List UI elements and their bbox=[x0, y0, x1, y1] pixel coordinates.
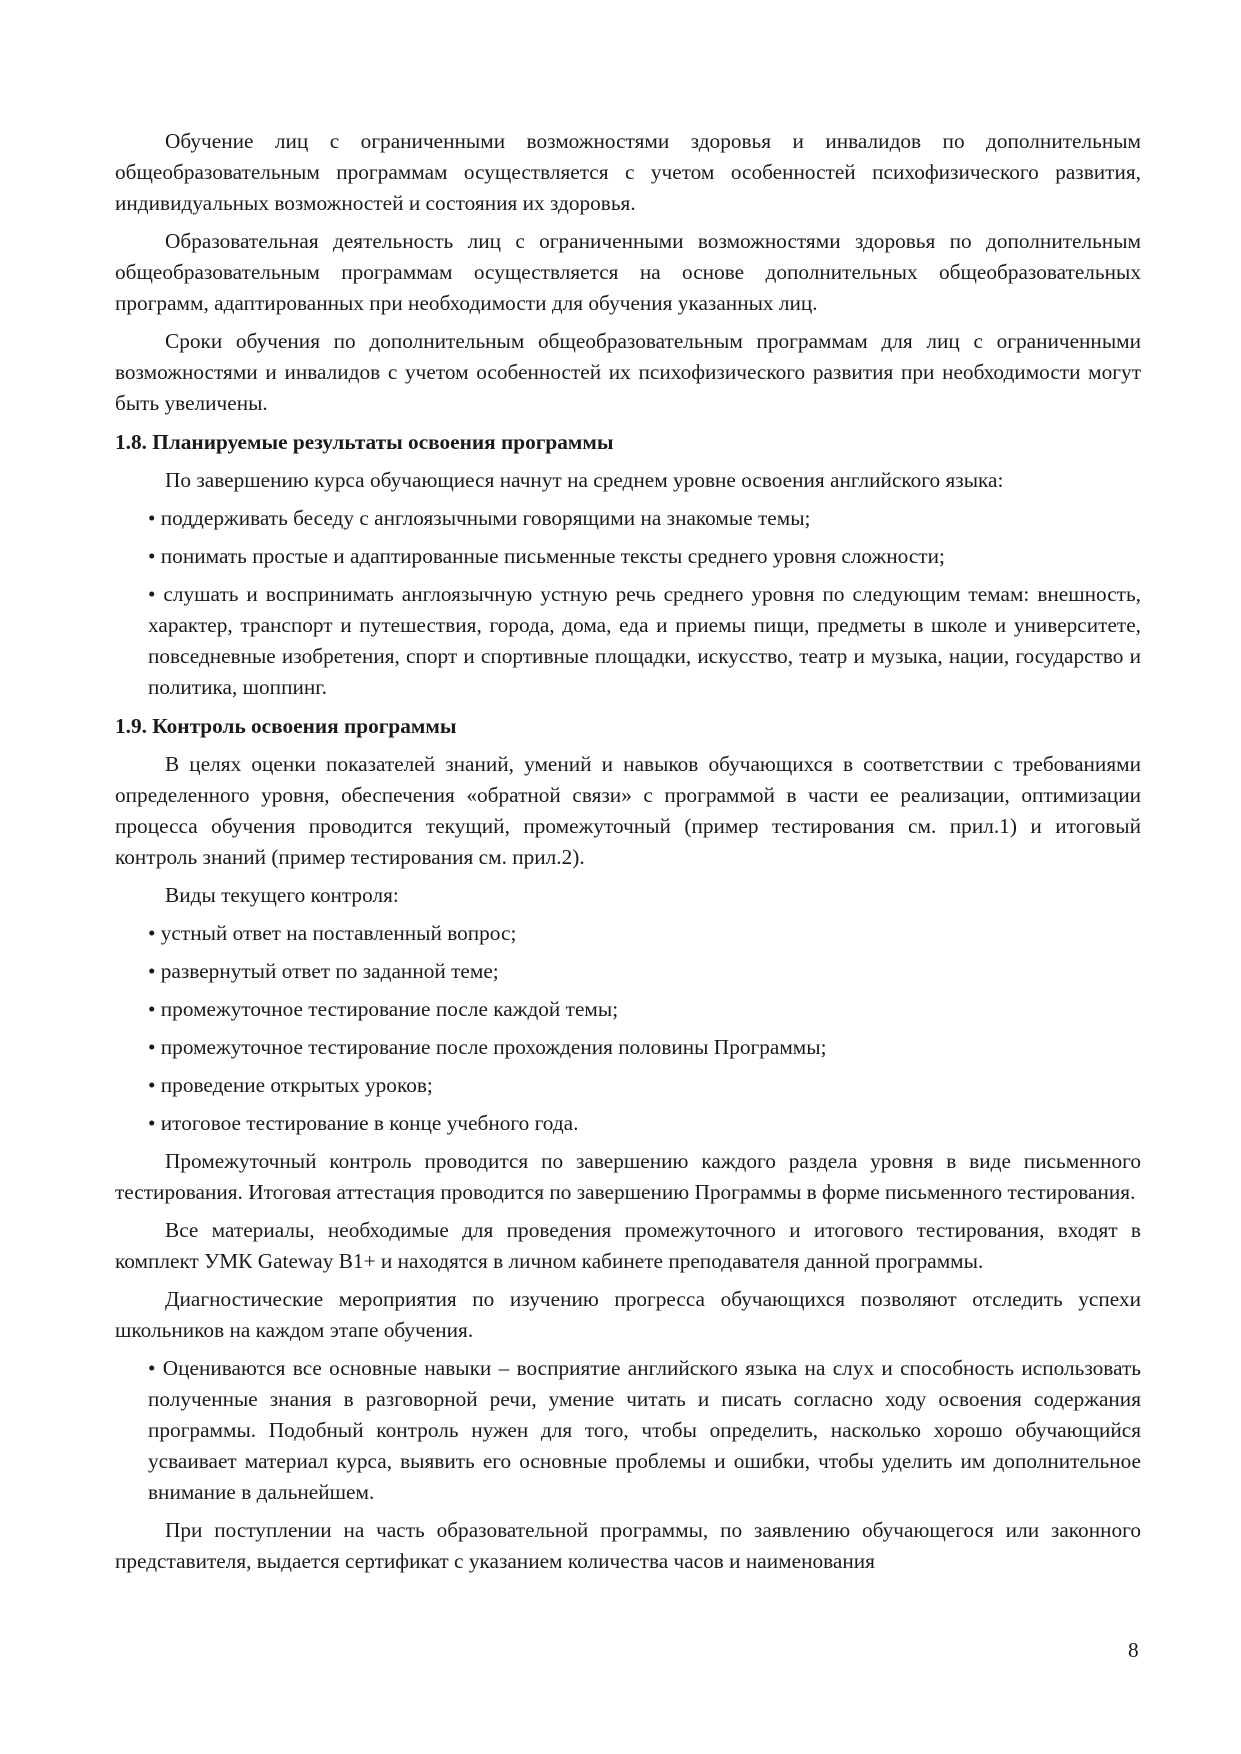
section-heading-planned-results: 1.8. Планируемые результаты освоения программы bbox=[115, 430, 614, 454]
paragraph-materials: Все материалы, необходимые для проведения промежуточного и итогового тестирования, входят в комплект УМК Gateway B1+ и находятся в личном кабинете преподавателя данной программы. bbox=[115, 1218, 1141, 1273]
list-item: • промежуточное тестирование после каждой темы; bbox=[148, 997, 619, 1021]
paragraph-control-types-title: Виды текущего контроля: bbox=[165, 883, 399, 907]
paragraph-control-intro: В целях оценки показателей знаний, умений и навыков обучающихся в соответствии с требованиями определенного уровня, обеспечения «обратной связи» с программой в части ее реализации, оптимизации процесса обучения проводится текущий, промежуточный (пример тестирования см. прил.1) и итоговый контроль знаний (пример тестирования см. прил.2). bbox=[115, 752, 1141, 869]
document-page bbox=[115, 126, 1141, 1584]
page-number: 8 bbox=[1128, 1638, 1139, 1662]
paragraph-adapted-programs: Образовательная деятельность лиц с ограниченными возможностями здоровья по дополнительным общеобразовательным программам осуществляется на основе дополнительных общеобразовательных программ, адаптированных при необходимости для обучения указанных лиц. bbox=[115, 229, 1141, 315]
paragraph-results-intro: По завершению курса обучающиеся начнут на среднем уровне освоения английского языка: bbox=[165, 468, 1004, 492]
paragraph-disabled-learning: Обучение лиц с ограниченными возможностями здоровья и инвалидов по дополнительным общеобразовательным программам осуществляется с учетом особенностей психофизического развития, индивидуальных возможностей и состояния их здоровья. bbox=[115, 129, 1141, 215]
list-item: • итоговое тестирование в конце учебного года. bbox=[148, 1111, 579, 1135]
list-item: • слушать и воспринимать англоязычную устную речь среднего уровня по следующим темам: внешность, характер, транспорт и путешествия, города, дома, еда и приемы пищи, предметы в школе и университете, повседневные изобретения, спорт и спортивные площадки, искусство, театр и музыка, нации, государство и политика, шоппинг. bbox=[148, 582, 1141, 699]
section-heading-control: 1.9. Контроль освоения программы bbox=[115, 714, 457, 738]
list-item: • понимать простые и адаптированные письменные тексты среднего уровня сложности; bbox=[148, 544, 945, 568]
list-item: • поддерживать беседу с англоязычными говорящими на знакомые темы; bbox=[148, 506, 811, 530]
list-item: • промежуточное тестирование после прохождения половины Программы; bbox=[148, 1035, 827, 1059]
paragraph-diagnostics: Диагностические мероприятия по изучению прогресса обучающихся позволяют отследить успехи школьников на каждом этапе обучения. bbox=[115, 1287, 1141, 1342]
paragraph-certificate: При поступлении на часть образовательной программы, по заявлению обучающегося или законного представителя, выдается сертификат с указанием количества часов и наименования bbox=[115, 1518, 1141, 1573]
list-item: • Оцениваются все основные навыки – восприятие английского языка на слух и способность использовать полученные знания в разговорной речи, умение читать и писать согласно ходу освоения содержания программы. Подобный контроль нужен для того, чтобы определить, насколько хорошо обучающийся усваивает материал курса, выявить его основные проблемы и ошибки, чтобы уделить им дополнительное внимание в дальнейшем. bbox=[148, 1356, 1141, 1504]
paragraph-study-duration: Сроки обучения по дополнительным общеобразовательным программам для лиц с ограниченными возможностями и инвалидов с учетом особенностей их психофизического развития при необходимости могут быть увеличены. bbox=[115, 329, 1141, 415]
list-item: • устный ответ на поставленный вопрос; bbox=[148, 921, 517, 945]
list-item: • развернутый ответ по заданной теме; bbox=[148, 959, 499, 983]
paragraph-intermediate-control: Промежуточный контроль проводится по завершению каждого раздела уровня в виде письменного тестирования. Итоговая аттестация проводится по завершению Программы в форме письменного тестирования. bbox=[115, 1149, 1141, 1204]
list-item: • проведение открытых уроков; bbox=[148, 1073, 433, 1097]
